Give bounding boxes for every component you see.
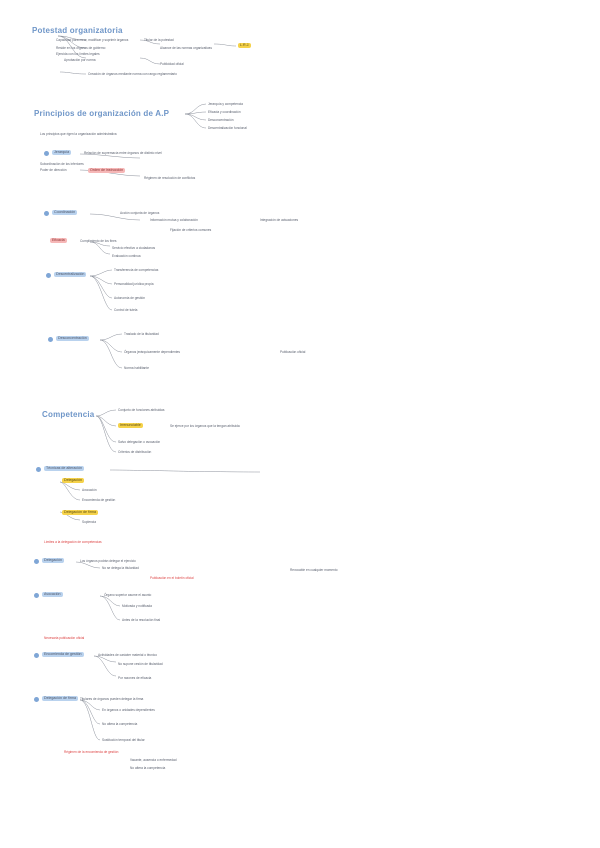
block-label-encomienda: Encomienda de gestión [44, 652, 82, 656]
note-line: Titular de la potestad [144, 38, 174, 42]
red-note: Límites a la delegación de competencias [44, 540, 102, 544]
note-line: Aprobación por norma [64, 58, 96, 62]
note-line: Ejercida con los límites legales [56, 52, 100, 56]
bullet-dot [46, 273, 51, 278]
block-label-tecnicas: Técnicas de alteración [46, 466, 82, 470]
note-line: Poder de dirección [40, 168, 67, 172]
red-note: Régimen de la encomienda de gestión [64, 750, 119, 754]
highlight-orden: Orden de instrucción [90, 168, 124, 172]
note-line: Motivada y notificada [122, 604, 152, 608]
note-line: Avocación [82, 488, 97, 492]
note-line: Encomienda de gestión [82, 498, 116, 502]
note-line: Reside en los órganos de gobierno [56, 46, 106, 50]
note-line: Publicación oficial [280, 350, 306, 354]
note-line: No altera la competencia [130, 766, 166, 770]
section-title-potestad: Potestad organizatoria [32, 26, 123, 35]
note-line: Publicidad oficial [160, 62, 184, 66]
block-label-eficacia: Eficacia [52, 238, 65, 242]
block-label-delegacion: Delegación [44, 558, 62, 562]
bullet-dot [34, 559, 39, 564]
note-line: Los órganos podrán delegar el ejercicio [80, 559, 136, 563]
note-line: Salvo delegación o avocación [118, 440, 161, 444]
bullet-dot [44, 211, 49, 216]
note-line: Servicio efectivo a ciudadanos [112, 246, 156, 250]
note-line: Subordinación de los inferiores [40, 162, 84, 166]
note-line: Órgano superior asume el asunto [104, 593, 152, 597]
note-line: Por razones de eficacia [118, 676, 152, 680]
section-title-principios: Principios de organización de A.P [34, 109, 170, 118]
note-line: Acción conjunta de órganos [120, 211, 160, 215]
note-line: No supone cesión de titularidad [118, 662, 163, 666]
note-line: Transferencia de competencias [114, 268, 159, 272]
note-line: Traslado de la titularidad [124, 332, 159, 336]
note-line: No altera la competencia [102, 722, 138, 726]
note-line: Suplencia [82, 520, 96, 524]
note-line: Jerarquía y competencia [208, 102, 243, 106]
note-line: Creación de órganos mediante norma con rango reglamentario [88, 72, 177, 76]
bullet-dot [48, 337, 53, 342]
bullet-dot [44, 151, 49, 156]
note-line: Actividades de carácter material o técnico [98, 653, 157, 657]
note-line: Integración de actuaciones [260, 218, 299, 222]
note-line: Fijación de criterios comunes [170, 228, 212, 232]
note-line: Eficacia y coordinación [208, 110, 241, 114]
bullet-dot [34, 697, 39, 702]
highlight-irrenunciable: Irrenunciable [120, 423, 141, 427]
note-line: Personalidad jurídica propia [114, 282, 154, 286]
bullet-dot [36, 467, 41, 472]
note-line: Los principios que rigen la organización administrativa [40, 132, 117, 136]
note-line: Órganos jerárquicamente dependientes [124, 350, 180, 354]
note-line: Revocable en cualquier momento [290, 568, 338, 572]
note-line: Información mutua y colaboración [150, 218, 198, 222]
section-title-competencia: Competencia [42, 410, 95, 419]
note-line: Descentralización funcional [208, 126, 247, 130]
note-line: Capacidad para crear, modificar y suprimir órganos [56, 38, 129, 42]
highlight-firma: Delegación de firma [64, 510, 96, 514]
red-note: Publicación en el boletín oficial [150, 576, 194, 580]
note-line: No se delega la titularidad [102, 566, 139, 570]
note-line: Conjunto de funciones atribuidas [118, 408, 165, 412]
note-line: Vacante, ausencia o enfermedad [130, 758, 177, 762]
note-line: Se ejerce por los órganos que la tengan atribuida [170, 424, 240, 428]
note-line: En órganos o unidades dependientes [102, 708, 155, 712]
highlight-delegacion: Delegación [64, 478, 82, 482]
note-line: Norma habilitante [124, 366, 149, 370]
block-label-avocacion: Avocación [44, 592, 61, 596]
note-line: Régimen de resolución de conflictos [144, 176, 196, 180]
bullet-dot [34, 593, 39, 598]
block-label-firma: Delegación de firma [44, 696, 76, 700]
badge-lrj: L.R.J. [240, 43, 250, 47]
note-line: Desconcentración [208, 118, 234, 122]
note-line: Control de tutela [114, 308, 138, 312]
red-note: Necesaria publicación oficial [44, 636, 85, 640]
note-line: Alcance de las normas organizativas [160, 46, 212, 50]
block-label-coordinacion: Coordinación [54, 210, 76, 214]
bullet-dot [34, 653, 39, 658]
note-line: Sustitución temporal del titular [102, 738, 145, 742]
note-line: Criterios de distribución [118, 450, 152, 454]
note-line: Cumplimiento de los fines [80, 239, 117, 243]
block-label-descentralizacion: Descentralización [56, 272, 85, 276]
note-line: Autonomía de gestión [114, 296, 146, 300]
block-label-jerarquia: Jerarquía [54, 150, 70, 154]
note-line: Evaluación continua [112, 254, 141, 258]
note-line: Relación de supremacía entre órganos de distinto nivel [84, 151, 162, 155]
note-line: Antes de la resolución final [122, 618, 161, 622]
note-line: Titulares de órganos pueden delegar la firma [80, 697, 144, 701]
block-label-desconcentracion: Desconcentración [58, 336, 87, 340]
